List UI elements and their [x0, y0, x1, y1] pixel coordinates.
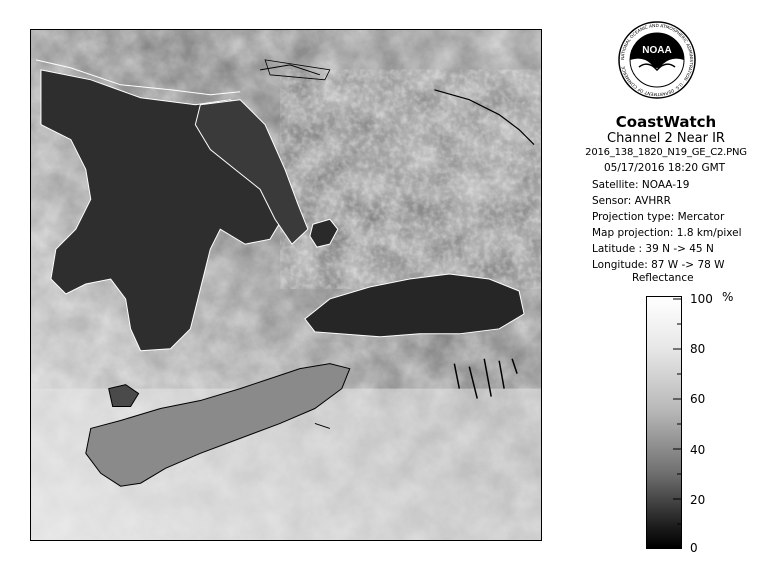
channel-label: Channel 2 Near IR [607, 131, 725, 146]
satellite-map [30, 29, 542, 541]
legend-tick: 40 [690, 443, 706, 457]
filename-label: 2016_138_1820_N19_GE_C2.PNG [585, 147, 747, 158]
sensor-label: Sensor: AVHRR [592, 195, 671, 207]
legend-tick: 100 [690, 292, 713, 306]
product-title: CoastWatch [615, 113, 717, 131]
legend-tick: 20 [690, 493, 706, 507]
noaa-logo [617, 20, 697, 100]
legend-tick: 60 [690, 392, 706, 406]
map-projection-label: Map projection: 1.8 km/pixel [592, 227, 742, 239]
latitude-label: Latitude : 39 N -> 45 N [592, 243, 714, 255]
projection-type-label: Projection type: Mercator [592, 211, 725, 223]
logo-text: NOAA [642, 45, 672, 56]
logo-ring-text: NATIONAL OCEANIC AND ATMOSPHERIC ADMINISTRATION · U.S. DEPARTMENT OF COMMERCE [620, 23, 694, 97]
longitude-label: Longitude: 87 W -> 78 W [592, 259, 725, 271]
satellite-label: Satellite: NOAA-19 [592, 179, 690, 191]
legend-tick: 0 [690, 541, 698, 555]
legend-title: Reflectance [632, 272, 694, 284]
reflectance-colorbar [646, 296, 682, 549]
legend-unit: % [722, 290, 734, 304]
legend-tick: 80 [690, 342, 706, 356]
date-time-label: 05/17/2016 18:20 GMT [604, 162, 726, 174]
